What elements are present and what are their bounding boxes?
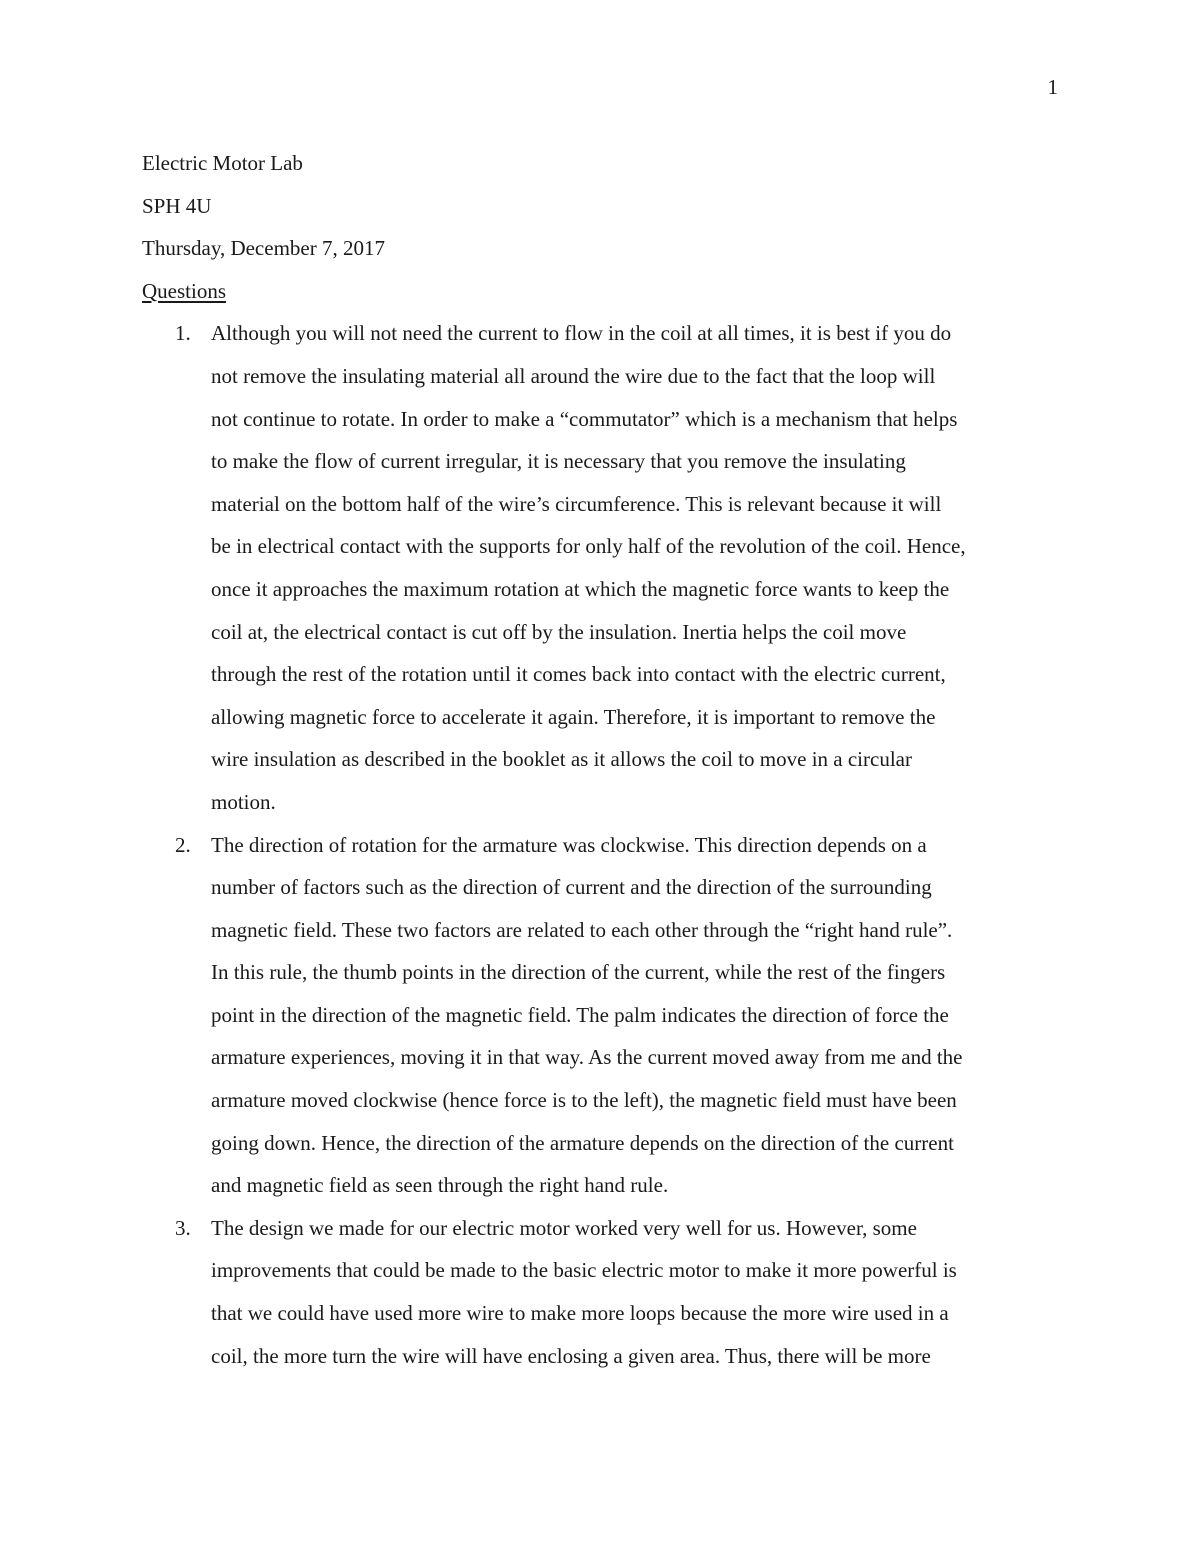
answer-line: material on the bottom half of the wire’s circumference. This is relevant because it will xyxy=(211,491,942,516)
question-number: 2. xyxy=(175,832,191,857)
answer-line: not continue to rotate. In order to make a “commutator” which is a mechanism that helps xyxy=(211,406,958,431)
answer-line: through the rest of the rotation until it comes back into contact with the electric current, xyxy=(211,662,946,687)
answer-line: armature moved clockwise (hence force is to the left), the magnetic field must have been xyxy=(211,1088,957,1113)
answer-line: going down. Hence, the direction of the armature depends on the direction of the current xyxy=(211,1130,954,1155)
answer-line: point in the direction of the magnetic field. The palm indicates the direction of force the xyxy=(211,1002,949,1027)
answer-line: The direction of rotation for the armature was clockwise. This direction depends on a xyxy=(211,832,927,857)
document-date: Thursday, December 7, 2017 xyxy=(142,236,385,261)
answer-line: coil at, the electrical contact is cut off by the insulation. Inertia helps the coil move xyxy=(211,619,907,644)
questions-list xyxy=(142,312,1062,1377)
answer-line: coil, the more turn the wire will have enclosing a given area. Thus, there will be more xyxy=(211,1343,931,1368)
question-number: 3. xyxy=(175,1215,191,1240)
answer-line: and magnetic field as seen through the right hand rule. xyxy=(211,1173,669,1198)
answer-line: to make the flow of current irregular, it is necessary that you remove the insulating xyxy=(211,449,906,474)
question-number: 1. xyxy=(175,321,191,346)
page-number: 1 xyxy=(1047,75,1058,99)
answer-line: improvements that could be made to the basic electric motor to make it more powerful is xyxy=(211,1258,957,1283)
section-title: Questions xyxy=(142,278,226,303)
question-item xyxy=(142,312,1062,823)
answer-line: once it approaches the maximum rotation at which the magnetic force wants to keep the xyxy=(211,576,950,601)
answer-line: number of factors such as the direction of current and the direction of the surrounding xyxy=(211,875,932,900)
question-item xyxy=(142,824,1062,1207)
answer-line: motion. xyxy=(211,789,276,814)
answer-line: allowing magnetic force to accelerate it again. Therefore, it is important to remove the xyxy=(211,704,936,729)
answer-line: wire insulation as described in the booklet as it allows the coil to move in a circular xyxy=(211,747,912,772)
answer-line: In this rule, the thumb points in the direction of the current, while the rest of the fingers xyxy=(211,960,946,985)
answer-line: be in electrical contact with the supports for only half of the revolution of the coil. Hence, xyxy=(211,534,966,559)
course-code: SPH 4U xyxy=(142,193,212,218)
answer-line: The design we made for our electric motor worked very well for us. However, some xyxy=(211,1215,917,1240)
document-heading xyxy=(142,142,1062,312)
answer-line: not remove the insulating material all around the wire due to the fact that the loop will xyxy=(211,363,936,388)
document-title: Electric Motor Lab xyxy=(142,151,303,175)
answer-line: magnetic field. These two factors are related to each other through the “right hand rule”. xyxy=(211,917,953,942)
answer-line: armature experiences, moving it in that way. As the current moved away from me and the xyxy=(211,1045,963,1070)
answer-line: Although you will not need the current to flow in the coil at all times, it is best if you do xyxy=(211,321,952,346)
answer-line: that we could have used more wire to make more loops because the more wire used in a xyxy=(211,1301,949,1326)
question-item xyxy=(142,1207,1062,1377)
